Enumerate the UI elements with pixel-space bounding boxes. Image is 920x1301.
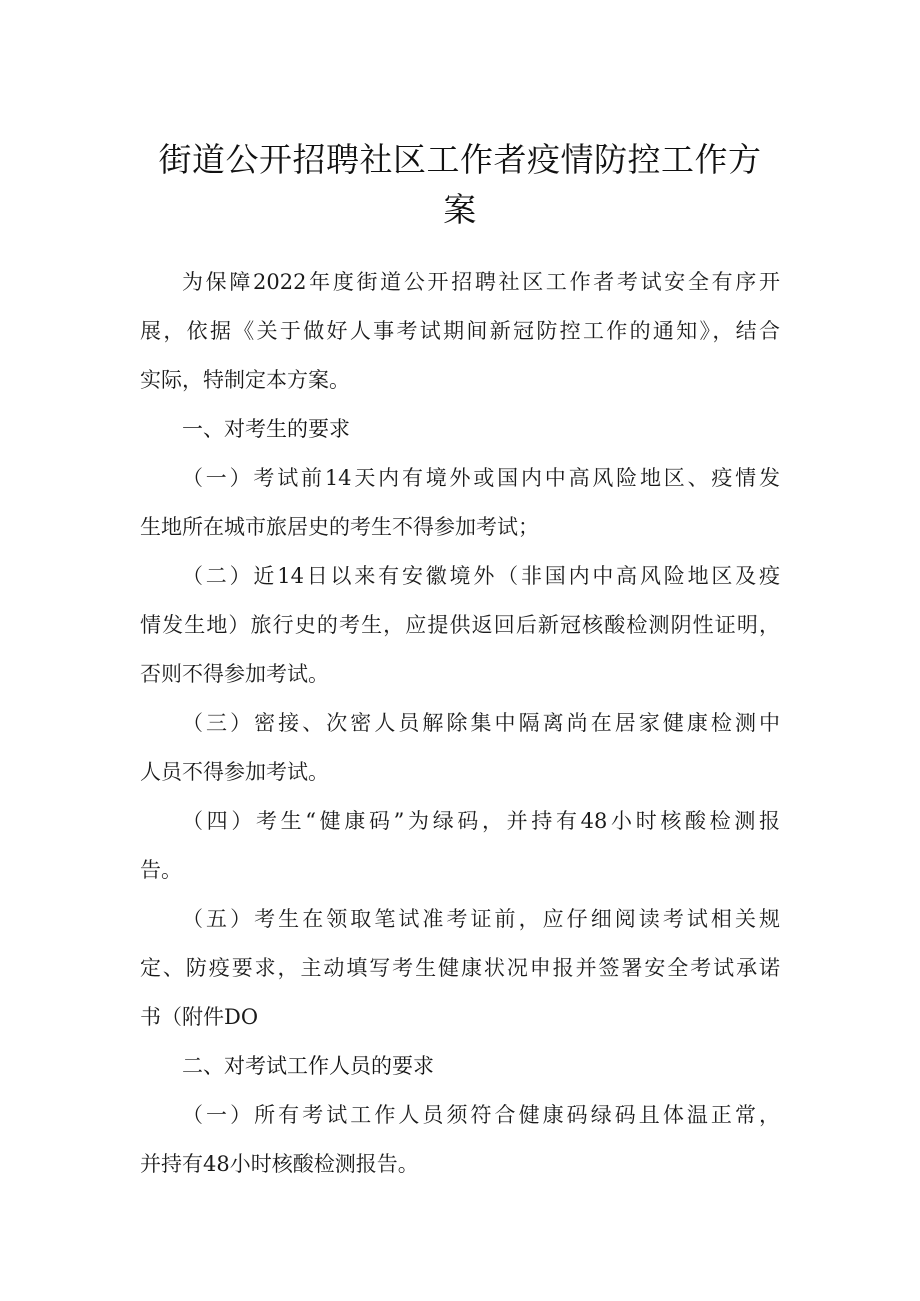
- section-1-item-1-line-2: 生地所在城市旅居史的考生不得参加考试；: [140, 515, 539, 539]
- intro-paragraph-line-3: 实际，特制定本方案。: [140, 368, 350, 392]
- section-1-item-1-line-1: （一）考试前14天内有境外或国内中高风险地区、疫情发: [182, 466, 780, 490]
- section-1-item-2-line-1: （二）近14日以来有安徽境外（非国内中高风险地区及疫: [182, 564, 780, 588]
- section-1-item-2-line-2: 情发生地）旅行史的考生，应提供返回后新冠核酸检测阴性证明，: [140, 613, 780, 637]
- section-2-item-1-line-1: （一）所有考试工作人员须符合健康码绿码且体温正常，: [182, 1103, 780, 1127]
- section-2-heading: 二、对考试工作人员的要求: [182, 1054, 434, 1078]
- intro-paragraph-line-1: 为保障2022年度街道公开招聘社区工作者考试安全有序开: [182, 270, 780, 294]
- section-1-item-2-line-3: 否则不得参加考试。: [140, 662, 329, 686]
- section-1-item-5-line-1: （五）考生在领取笔试准考证前，应仔细阅读考试相关规: [182, 907, 780, 931]
- document-title-line-2: 案: [443, 190, 477, 229]
- section-1-item-4-line-1: （四）考生“健康码”为绿码，并持有48小时核酸检测报: [182, 809, 780, 833]
- section-1-item-3-line-2: 人员不得参加考试。: [140, 760, 329, 784]
- section-1-item-5-line-2: 定、防疫要求，主动填写考生健康状况申报并签署安全考试承诺: [140, 956, 780, 980]
- document-title-line-1: 街道公开招聘社区工作者疫情防控工作方: [158, 140, 762, 179]
- section-1-item-4-line-2: 告。: [140, 858, 182, 882]
- section-2-item-1-line-2: 并持有48小时核酸检测报告。: [140, 1152, 419, 1176]
- section-1-item-5-line-3: 书（附件DO: [140, 1005, 259, 1029]
- intro-paragraph-line-2: 展，依据《关于做好人事考试期间新冠防控工作的通知》，结合: [140, 319, 780, 343]
- section-1-heading: 一、对考生的要求: [182, 417, 350, 441]
- section-1-item-3-line-1: （三）密接、次密人员解除集中隔离尚在居家健康检测中: [182, 711, 780, 735]
